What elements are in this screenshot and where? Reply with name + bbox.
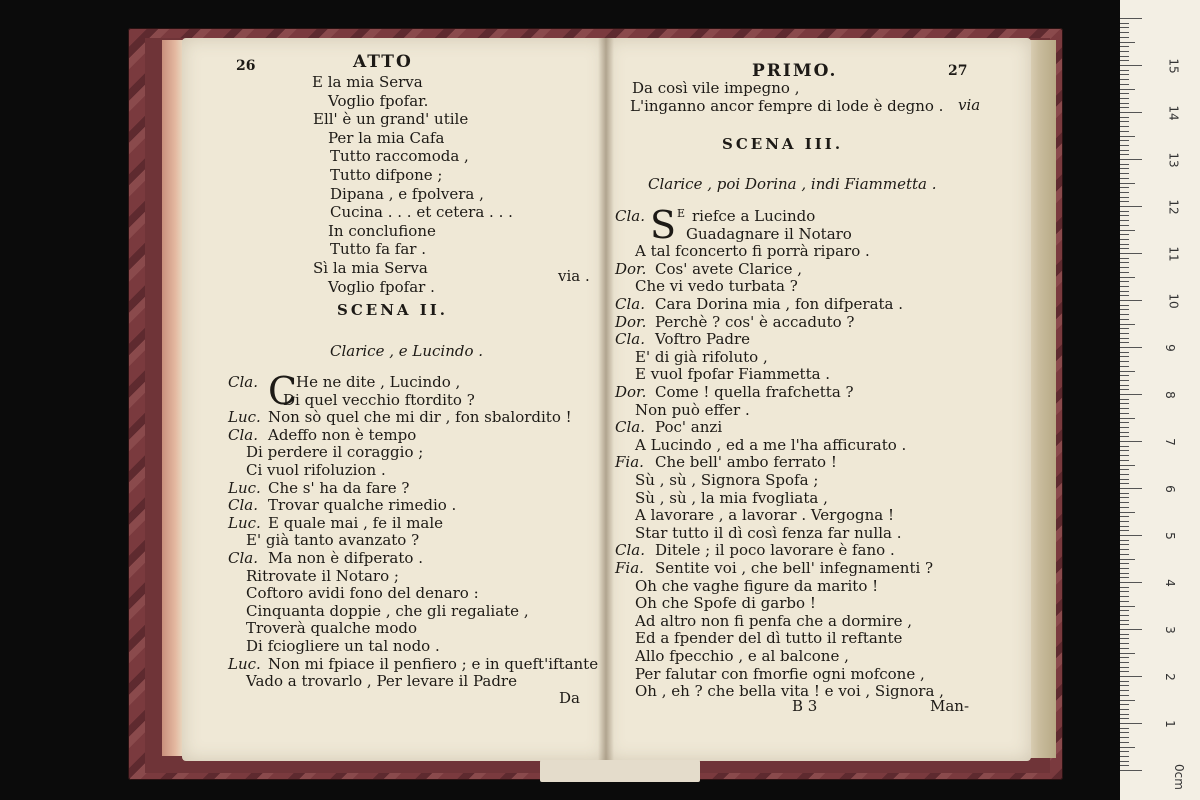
- dialogue-line: Ci vuol rifoluzion .: [246, 461, 386, 479]
- speaker-label: Dor.: [615, 259, 647, 278]
- ruler-tick: [1120, 629, 1142, 630]
- ruler-tick: [1120, 422, 1129, 423]
- ruler-tick: [1120, 281, 1129, 282]
- ruler-tick: [1120, 497, 1129, 498]
- dialogue-line: Per falutar con fmorfie ogni mofcone ,: [635, 664, 925, 683]
- ruler-tick: [1120, 620, 1129, 621]
- ruler-tick: [1120, 643, 1129, 644]
- ruler-tick: [1120, 596, 1129, 597]
- ruler-tick: [1120, 577, 1129, 578]
- dialogue-line: Non mi fpiace il penfiero ; e in queft'iftante: [268, 654, 599, 673]
- ruler-tick: [1120, 408, 1129, 409]
- ruler-tick: [1120, 121, 1129, 122]
- ruler-tick: [1120, 606, 1135, 607]
- ruler-tick: [1120, 389, 1129, 390]
- ruler-tick: [1120, 18, 1142, 19]
- left-cast-list: Clarice , e Lucindo .: [330, 342, 484, 360]
- dialogue-line: Vado a trovarlo , Per levare il Padre: [246, 672, 517, 691]
- ruler-number: 5: [1162, 532, 1177, 540]
- ruler-tick: [1120, 681, 1129, 682]
- ruler-tick: [1120, 573, 1129, 574]
- ruler-tick: [1120, 239, 1129, 240]
- right-scene-title: SCENA III.: [722, 135, 844, 153]
- speaker-label: Fia.: [615, 453, 644, 472]
- dialogue-line: Cos' avete Clarice ,: [655, 259, 803, 278]
- ruler-tick: [1120, 23, 1129, 24]
- dialogue-line: Non sò quel che mi dir , fon sbalordito !: [268, 408, 572, 427]
- left-page-edge: [162, 40, 184, 756]
- speaker-label: Luc.: [228, 478, 261, 497]
- ruler-tick: [1120, 178, 1129, 179]
- dialogue-line: Ritrovate il Notaro ;: [246, 566, 399, 585]
- ruler-tick: [1120, 436, 1129, 437]
- ruler-tick: [1120, 37, 1129, 38]
- ruler-tick: [1120, 136, 1135, 137]
- ruler-tick: [1120, 206, 1142, 207]
- dialogue-line: Cinquanta doppie , che gli regaliate ,: [246, 601, 529, 620]
- ruler-tick: [1120, 93, 1129, 94]
- ruler-tick: [1120, 112, 1142, 113]
- dialogue-line: Voftro Padre: [655, 330, 751, 349]
- ruler-tick: [1120, 342, 1129, 343]
- ruler-tick: [1120, 46, 1129, 47]
- left-exit-direction: via .: [558, 267, 590, 285]
- ruler-tick: [1120, 507, 1129, 508]
- ruler-tick: [1120, 183, 1135, 184]
- ruler-number: 3: [1162, 626, 1177, 634]
- ruler-tick: [1120, 244, 1129, 245]
- dialogue-line: Ad altro non fi penfa che a dormire ,: [635, 611, 913, 630]
- ruler-tick: [1120, 761, 1129, 762]
- ruler-tick: [1120, 488, 1142, 489]
- left-scene-title: SCENA II.: [337, 301, 449, 319]
- right-exit-direction: via: [958, 96, 981, 114]
- ruler-tick: [1120, 305, 1129, 306]
- dialogue-line: Non può effer .: [635, 400, 750, 419]
- ruler-tick: [1120, 559, 1135, 560]
- speaker-label: Cla.: [615, 541, 645, 560]
- ruler-tick: [1120, 455, 1129, 456]
- drop-cap: S: [650, 203, 677, 247]
- ruler-tick: [1120, 103, 1129, 104]
- drop-cap-suffix: E: [677, 207, 686, 220]
- right-page-number: 27: [948, 63, 968, 79]
- speaker-label: Cla.: [228, 425, 258, 444]
- dialogue-line: Oh , eh ? che bella vita ! e voi , Signora ,: [635, 682, 944, 701]
- speaker-label: Dor.: [615, 312, 647, 331]
- ruler-tick: [1120, 676, 1142, 677]
- ruler-tick: [1120, 201, 1129, 202]
- dialogue-line: E' già tanto avanzato ?: [246, 531, 420, 550]
- dialogue-line: Sù , sù , la mia fvogliata ,: [635, 488, 828, 507]
- ruler-tick: [1120, 427, 1129, 428]
- dialogue-line: Perchè ? cos' è accaduto ?: [655, 312, 855, 331]
- ruler-tick: [1120, 192, 1129, 193]
- ruler-tick: [1120, 544, 1129, 545]
- speaker-label: Cla.: [615, 295, 645, 313]
- ruler-tick: [1120, 615, 1129, 616]
- ruler-tick: [1120, 403, 1129, 404]
- aria-line: Tutto difpone ;: [330, 166, 443, 184]
- dialogue-line: Che s' ha da fare ?: [268, 478, 410, 497]
- ruler-tick: [1120, 366, 1129, 367]
- ruler-tick: [1120, 662, 1129, 663]
- ruler-tick: [1120, 375, 1129, 376]
- ruler-tick: [1120, 667, 1129, 668]
- dialogue-line: Coftoro avidi fono del denaro :: [246, 584, 479, 603]
- dialogue-line: Ed a fpender del dì tutto il reftante: [635, 629, 903, 648]
- ruler-tick: [1120, 450, 1129, 451]
- dialogue-line: Oh che vaghe figure da marito !: [635, 576, 879, 595]
- ruler-tick: [1120, 638, 1129, 639]
- ruler-number: 6: [1162, 485, 1177, 493]
- speaker-label: Fia.: [615, 559, 644, 577]
- ruler-tick: [1120, 742, 1129, 743]
- ruler-tick: [1120, 516, 1129, 517]
- ruler-tick: [1120, 234, 1129, 235]
- aria-line: Voglio fpofar.: [328, 91, 429, 110]
- ruler-tick: [1120, 413, 1129, 414]
- speaker-label: Cla.: [615, 207, 645, 225]
- ruler-number: 11: [1166, 246, 1181, 262]
- dialogue-line: Poc' anzi: [655, 418, 723, 437]
- right-page-edge: [1028, 40, 1056, 758]
- ruler-tick: [1120, 211, 1129, 212]
- ruler-tick: [1120, 385, 1129, 386]
- ruler-tick: [1120, 89, 1135, 90]
- ruler-tick: [1120, 215, 1129, 216]
- ruler-tick: [1120, 474, 1129, 475]
- dialogue-line: Di quel vecchio ftordito ?: [283, 390, 475, 409]
- ruler-number: 14: [1166, 105, 1181, 121]
- ruler-tick: [1120, 56, 1129, 57]
- ruler-tick: [1120, 685, 1129, 686]
- ruler-tick: [1120, 230, 1135, 231]
- ruler-tick: [1120, 535, 1142, 536]
- ruler-tick: [1120, 27, 1129, 28]
- speaker-label: Cla.: [228, 373, 258, 391]
- ruler-tick: [1120, 291, 1129, 292]
- speaker-label: Luc.: [228, 654, 261, 673]
- ruler-tick: [1120, 512, 1135, 513]
- ruler-tick: [1120, 460, 1129, 461]
- ruler-tick: [1120, 258, 1129, 259]
- ruler-tick: [1120, 751, 1129, 752]
- dialogue-line: Che bell' ambo ferrato !: [655, 453, 837, 472]
- dialogue-line: Troverà qualche modo: [246, 619, 418, 638]
- ruler-tick: [1120, 568, 1129, 569]
- ruler-tick: [1120, 709, 1129, 710]
- aria-line: Cucina . . . et cetera . . .: [330, 203, 513, 222]
- ruler-tick: [1120, 98, 1129, 99]
- ruler-tick: [1120, 154, 1129, 155]
- ruler-tick: [1120, 371, 1135, 372]
- ruler-tick: [1120, 319, 1129, 320]
- ruler-tick: [1120, 502, 1129, 503]
- dialogue-line: Guadagnare il Notaro: [686, 224, 852, 243]
- ruler-tick: [1120, 262, 1129, 263]
- ruler-tick: [1120, 441, 1142, 442]
- dialogue-line: E vuol fpofar Fiammetta .: [635, 365, 831, 384]
- ruler-tick: [1120, 747, 1135, 748]
- ruler-tick: [1120, 610, 1129, 611]
- ruler-tick: [1120, 140, 1129, 141]
- ruler-tick: [1120, 324, 1135, 325]
- speaker-label: Luc.: [228, 513, 261, 532]
- dialogue-line: Trovar qualche rimedio .: [268, 496, 457, 515]
- ruler-tick: [1120, 220, 1129, 221]
- dialogue-line: Di perdere il coraggio ;: [246, 443, 424, 462]
- ruler-tick: [1120, 60, 1129, 61]
- ruler-tick: [1120, 469, 1129, 470]
- dialogue-line: Allo fpecchio , e al balcone ,: [635, 647, 849, 665]
- ruler-tick: [1120, 756, 1129, 757]
- dialogue-line: Ditele ; il poco lavorare è fano .: [655, 541, 895, 560]
- ruler-number: 12: [1166, 199, 1181, 215]
- right-cast-list: Clarice , poi Dorina , indi Fiammetta .: [648, 175, 937, 193]
- ruler-tick: [1120, 272, 1129, 273]
- dialogue-line: E quale mai , fe il male: [268, 513, 444, 532]
- ruler-tick: [1120, 493, 1129, 494]
- spine-tab: [540, 760, 700, 782]
- ruler-tick: [1120, 690, 1129, 691]
- ruler-tick: [1120, 582, 1142, 583]
- aria-line: Sì la mia Serva: [313, 259, 428, 277]
- aria-line: Ell' è un grand' utile: [313, 110, 469, 129]
- ruler-tick: [1120, 286, 1129, 287]
- ruler-tick: [1120, 483, 1129, 484]
- ruler-tick: [1120, 159, 1142, 160]
- ruler-tick: [1120, 591, 1129, 592]
- ruler-tick: [1120, 361, 1129, 362]
- ruler-tick: [1120, 347, 1142, 348]
- left-catchword: Da: [559, 689, 580, 707]
- ruler-tick: [1120, 126, 1129, 127]
- ruler-tick: [1120, 70, 1129, 71]
- ruler-tick: [1120, 150, 1129, 151]
- ruler-tick: [1120, 770, 1142, 771]
- measuring-ruler: [1120, 0, 1200, 800]
- ruler-tick: [1120, 718, 1129, 719]
- aria-line: Voglio fpofar .: [328, 277, 435, 296]
- ruler-tick: [1120, 42, 1135, 43]
- ruler-tick: [1120, 225, 1129, 226]
- ruler-tick: [1120, 465, 1135, 466]
- ruler-tick: [1120, 173, 1129, 174]
- speaker-label: Cla.: [615, 330, 645, 349]
- dialogue-line: Oh che Spofe di garbo !: [635, 594, 816, 613]
- ruler-tick: [1120, 164, 1129, 165]
- ruler-tick: [1120, 653, 1135, 654]
- ruler-tick: [1120, 309, 1129, 310]
- ruler-tick: [1120, 704, 1129, 705]
- ruler-tick: [1120, 671, 1129, 672]
- dialogue-line: Come ! quella frafchetta ?: [655, 383, 854, 401]
- ruler-tick: [1120, 540, 1129, 541]
- ruler-tick: [1120, 601, 1129, 602]
- ruler-tick: [1120, 356, 1129, 357]
- ruler-tick: [1120, 145, 1129, 146]
- speaker-label: Dor.: [615, 383, 647, 401]
- aria-line: E la mia Serva: [312, 73, 423, 91]
- ruler-tick: [1120, 732, 1129, 733]
- speaker-label: Cla.: [228, 549, 258, 567]
- ruler-tick: [1120, 51, 1129, 52]
- ruler-tick: [1120, 549, 1129, 550]
- drop-cap: C: [268, 369, 298, 413]
- speaker-label: Cla.: [228, 496, 258, 515]
- ruler-tick: [1120, 187, 1129, 188]
- ruler-tick: [1120, 446, 1129, 447]
- right-catchword: Man-: [930, 697, 970, 715]
- left-page-number: 26: [236, 58, 256, 74]
- ruler-tick: [1120, 352, 1129, 353]
- ruler-tick: [1120, 168, 1129, 169]
- ruler-number: 4: [1162, 579, 1177, 587]
- ruler-tick: [1120, 131, 1129, 132]
- ruler-tick: [1120, 530, 1129, 531]
- ruler-tick: [1120, 432, 1129, 433]
- dialogue-line: Ma non è difperato .: [268, 549, 423, 567]
- ruler-number: 8: [1162, 391, 1177, 399]
- ruler-tick: [1120, 587, 1129, 588]
- ruler-tick: [1120, 74, 1129, 75]
- ruler-tick: [1120, 380, 1129, 381]
- ruler-tick: [1120, 295, 1129, 296]
- ruler-tick: [1120, 563, 1129, 564]
- dialogue-line: A lavorare , a lavorar . Vergogna !: [635, 506, 894, 525]
- ruler-number: 2: [1162, 673, 1177, 681]
- aria-line: Tutto fa far .: [330, 240, 426, 259]
- speaker-label: Luc.: [228, 408, 261, 427]
- top-line: L'inganno ancor fempre di lode è degno .: [630, 97, 944, 115]
- ruler-number: 10: [1166, 293, 1181, 309]
- ruler-tick: [1120, 277, 1135, 278]
- ruler-tick: [1120, 338, 1129, 339]
- dialogue-line: Cara Dorina mia , fon difperata .: [655, 295, 904, 313]
- ruler-tick: [1120, 479, 1129, 480]
- ruler-tick: [1120, 32, 1129, 33]
- ruler-tick: [1120, 399, 1129, 400]
- ruler-tick: [1120, 418, 1135, 419]
- ruler-tick: [1120, 648, 1129, 649]
- dialogue-line: Sentite voi , che bell' infegnamenti ?: [655, 559, 934, 577]
- ruler-number: 1: [1162, 720, 1177, 728]
- dialogue-line: E' di già rifoluto ,: [635, 347, 768, 366]
- ruler-tick: [1120, 117, 1129, 118]
- ruler-number: 15: [1166, 58, 1181, 74]
- ruler-number: 9: [1162, 344, 1177, 352]
- ruler-tick: [1120, 107, 1129, 108]
- ruler-tick: [1120, 197, 1129, 198]
- book-gutter: [598, 38, 614, 761]
- ruler-tick: [1120, 314, 1129, 315]
- ruler-tick: [1120, 394, 1142, 395]
- dialogue-line: A Lucindo , ed a me l'ha afficurato .: [635, 435, 907, 454]
- aria-line: Dipana , e fpolvera ,: [330, 184, 484, 203]
- ruler-tick: [1120, 267, 1129, 268]
- ruler-tick: [1120, 737, 1129, 738]
- ruler-tick: [1120, 700, 1135, 701]
- ruler-tick: [1120, 554, 1129, 555]
- dialogue-line: Che vi vedo turbata ?: [635, 277, 798, 296]
- dialogue-line: Sù , sù , Signora Spofa ;: [635, 471, 819, 489]
- ruler-tick: [1120, 521, 1129, 522]
- aria-line: Tutto raccomoda ,: [330, 147, 469, 166]
- signature-mark: B 3: [792, 697, 818, 715]
- ruler-tick: [1120, 65, 1142, 66]
- ruler-tick: [1120, 624, 1129, 625]
- ruler-tick: [1120, 695, 1129, 696]
- dialogue-line: He ne dite , Lucindo ,: [296, 373, 461, 391]
- left-running-header: ATTO: [353, 52, 413, 72]
- dialogue-line: Star tutto il dì così fenza far nulla .: [635, 523, 902, 542]
- ruler-tick: [1120, 300, 1142, 301]
- dialogue-line: riefce a Lucindo: [692, 207, 816, 225]
- ruler-unit: 0cm: [1171, 764, 1186, 790]
- top-line: Da così vile impegno ,: [632, 79, 800, 97]
- ruler-number: 13: [1166, 152, 1181, 168]
- ruler-tick: [1120, 253, 1142, 254]
- ruler-tick: [1120, 526, 1129, 527]
- aria-line: In conclufione: [328, 221, 436, 240]
- dialogue-line: A tal fconcerto fi porrà riparo .: [635, 242, 870, 261]
- ruler-tick: [1120, 248, 1129, 249]
- aria-line: Per la mia Cafa: [328, 128, 445, 147]
- ruler-tick: [1120, 723, 1142, 724]
- right-running-header: PRIMO.: [752, 61, 838, 81]
- ruler-tick: [1120, 333, 1129, 334]
- dialogue-line: Di fciogliere un tal nodo .: [246, 637, 440, 655]
- ruler-tick: [1120, 634, 1129, 635]
- ruler-tick: [1120, 714, 1129, 715]
- ruler-tick: [1120, 328, 1129, 329]
- ruler-number: 7: [1162, 438, 1177, 446]
- ruler-tick: [1120, 728, 1129, 729]
- speaker-label: Cla.: [615, 418, 645, 437]
- ruler-tick: [1120, 84, 1129, 85]
- ruler-tick: [1120, 765, 1129, 766]
- ruler-tick: [1120, 79, 1129, 80]
- dialogue-line: Adeffo non è tempo: [268, 425, 417, 444]
- ruler-tick: [1120, 657, 1129, 658]
